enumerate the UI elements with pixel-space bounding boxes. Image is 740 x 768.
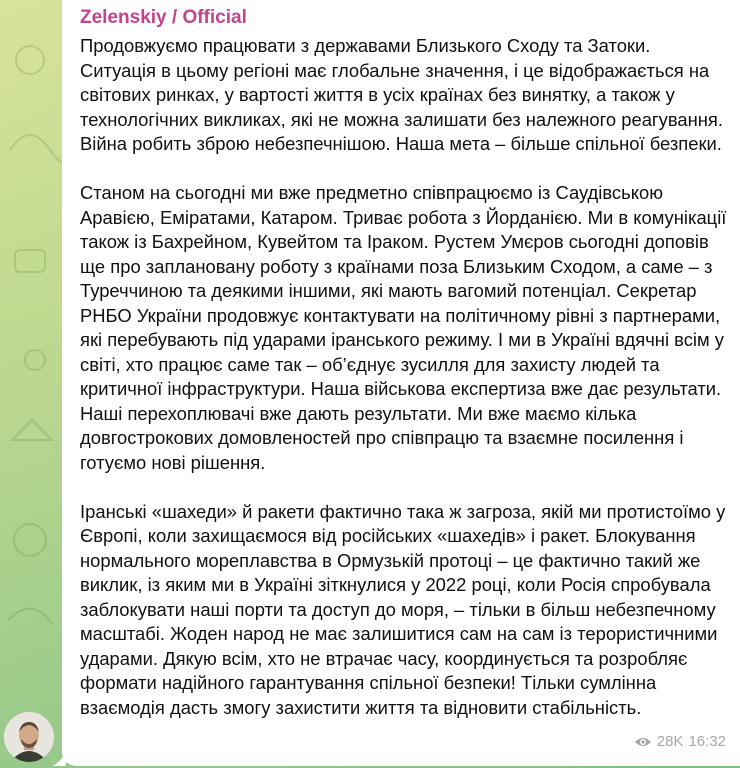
message-time: 16:32 — [688, 733, 726, 750]
message-paragraph: Іранські «шахеди» й ракети фактично така ж загроза, якій ми протистоїмо у Європі, коли захищаємося від російських «шахедів» і ракет. Блокування нормального мореплавства в Ормузькій протоці – це фактично такий же виклик, із яким ми в Україні зіткнулися у 2022 році, коли Росія спробувала заблокувати наші порти та доступ до моря, – тільки в більш небезпечному масштабі. Жоден народ не має залишитися сам на сам із терористичними ударами. Дякую всім, хто не втрачає часу, координується та розробляє формати надійного гарантування спільної безпеки! Тільки сумлінна взаємодія дасть змогу захистити життя та відновити стабільність. — [80, 500, 726, 718]
view-count: 28K — [656, 733, 684, 750]
channel-author-name[interactable]: Zelenskiy / Official — [80, 7, 247, 28]
channel-avatar[interactable] — [4, 712, 54, 762]
message-bubble[interactable] — [62, 0, 740, 766]
message-meta — [634, 733, 726, 750]
message-paragraph: Продовжуємо працювати з державами Близького Сходу та Затоки. Ситуація в цьому регіоні має глобальне значення, і це відображається на світових ринках, у вартості життя в усіх країнах без винятку, а також у технологічних викликах, які не можна залишати без належного реагування. Війна робить зброю небезпечнішою. Наша мета – більше спільної безпеки. — [80, 35, 723, 154]
eye-icon — [634, 736, 652, 748]
message-paragraph: Станом на сьогодні ми вже предметно співпрацюємо із Саудівською Аравією, Еміратами, Катаром. Триває робота з Йорданією. Ми в комунікації також із Бахрейном, Кувейтом та Іраком. Рустем Умєров сьогодні доповів ще про заплановану роботу з країнами поза Близьким Сходом, а саме – з Туреччиною та деякими іншими, які мають вагомий потенціал. Секретар РНБО України продовжує контактувати на політичному рівні з партнерами, які перебувають під ударами іранського режиму. І ми в Україні вдячні всім у світі, хто працює саме так – об’єднує зусилля для захисту людей та критичної інфраструктури. Наша військова експертиза вже дає результати. Наші перехоплювачі вже дають результати. Ми вже маємо кілька довгострокових домовленостей про співпрацю та взаємне посилення і готуємо нові рішення. — [80, 182, 727, 473]
message-text — [80, 34, 730, 720]
person-avatar-icon — [4, 712, 54, 762]
